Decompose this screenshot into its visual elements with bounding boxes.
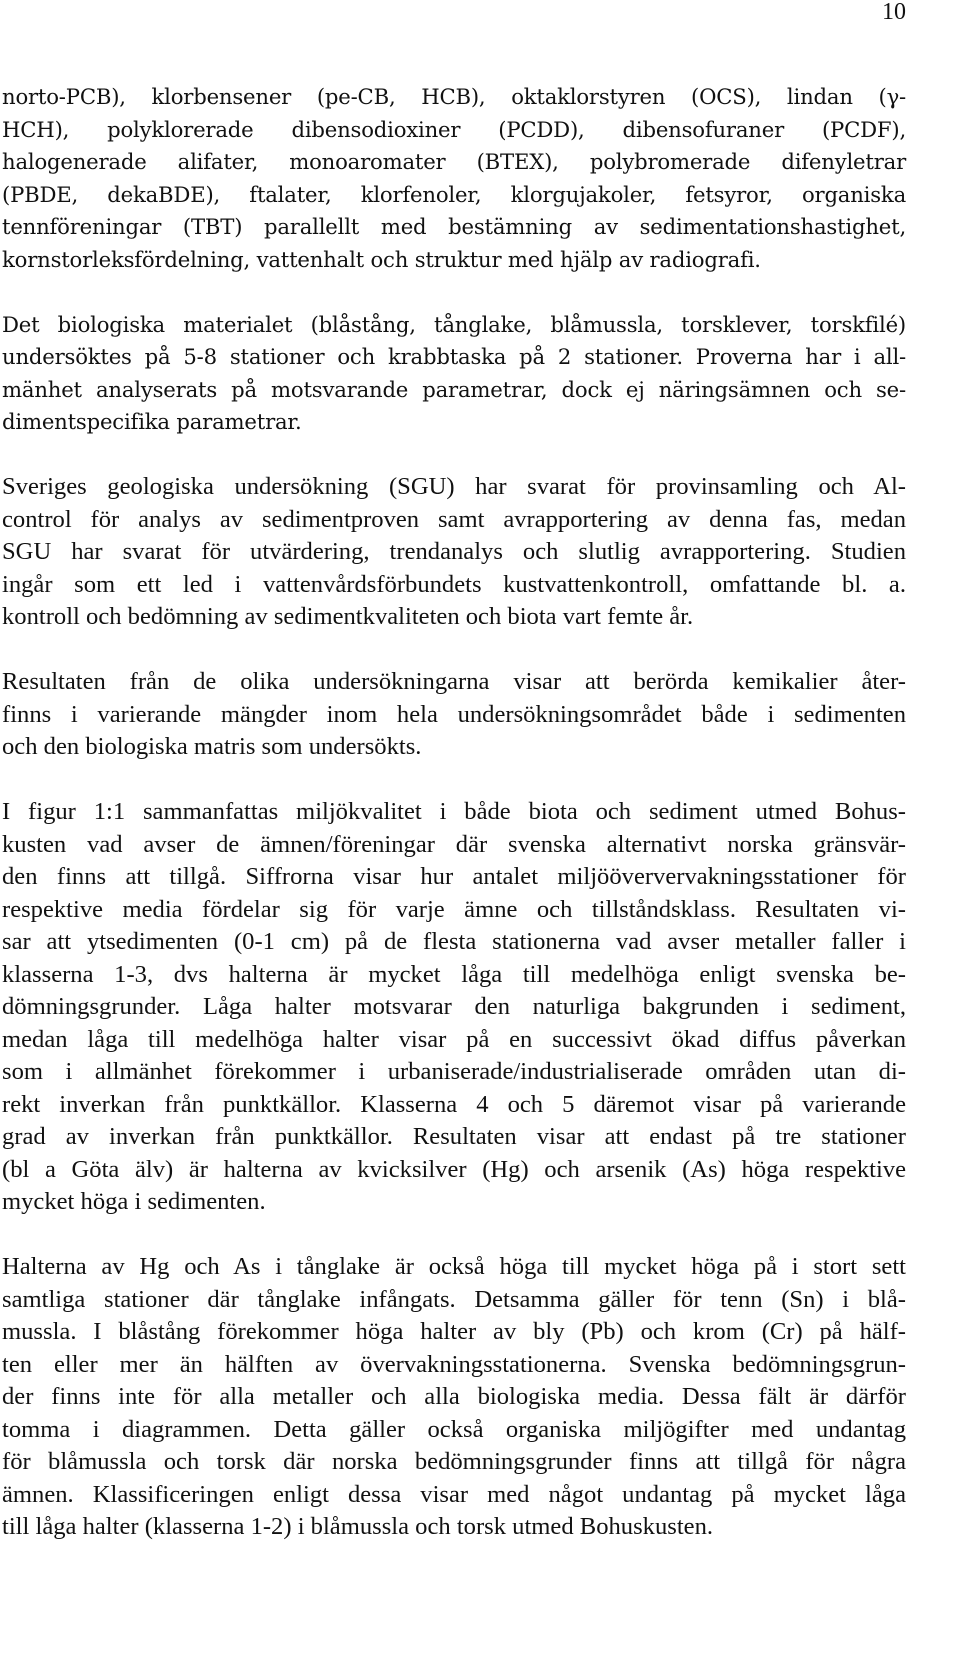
text-line: finns i varierande mängder inom hela undersökningsområdet både i sedimenten	[2, 700, 906, 728]
text-line: (bl a Göta älv) är halterna av kvicksilver (Hg) och arsenik (As) höga respektive	[2, 1155, 906, 1183]
text-line: mänhet analyserats på motsvarande parametrar, dock ej näringsämnen och se-	[2, 376, 906, 402]
text-line: Resultaten från de olika undersökningarna visar att berörda kemikalier åter-	[2, 668, 906, 695]
text-line: ingår som ett led i vattenvårdsförbundets kustvattenkontroll, omfattande bl. a.	[2, 570, 906, 598]
paragraph-biota-metals	[2, 1251, 906, 1544]
text-line: grad av inverkan från punktkällor. Resultaten visar att endast på tre stationer	[2, 1123, 906, 1150]
text-line: medan låga till medelhöga halter visar på en successivt ökad diffus påverkan	[2, 1025, 906, 1053]
text-line: ten eller mer än hälften av övervakningsstationerna. Svenska bedömningsgrun-	[2, 1350, 906, 1378]
text-line: den finns att tillgå. Siffrorna visar hur antalet miljööververvakningsstationer för	[2, 863, 906, 890]
text-line: respektive media fördelar sig för varje ämne och tillståndsklass. Resultaten vi-	[2, 895, 906, 923]
text-line: dömningsgrunder. Låga halter motsvarar den naturliga bakgrunden i sediment,	[2, 993, 906, 1020]
text-line: Det biologiska materialet (blåstång, tånglake, blåmussla, torsklever, torskfilé)	[2, 311, 906, 337]
text-line: för blåmussla och torsk där norska bedömningsgrunder finns att tillgå för några	[2, 1448, 906, 1475]
text-line: tennföreningar (TBT) parallellt med bestämning av sedimentationshastighet,	[2, 214, 906, 239]
text-line: sar att ytsedimenten (0-1 cm) på de flesta stationerna vad avser metaller faller i	[2, 928, 906, 955]
text-line: och den biologiska matris som undersökts.	[2, 733, 422, 760]
text-line: mussla. I blåstång förekommer höga halter av bly (Pb) och krom (Cr) på hälf-	[2, 1318, 906, 1345]
text-line: control för analys av sedimentproven samt avrapportering av denna fas, medan	[2, 505, 906, 533]
text-line: klasserna 1-3, dvs halterna är mycket låga till medelhöga enligt svenska be-	[2, 960, 906, 988]
text-line: mycket höga i sedimenten.	[2, 1188, 266, 1215]
text-line: som i allmänhet förekommer i urbaniserade/industrialiserade områden utan di-	[2, 1058, 906, 1085]
text-line: ämnen. Klassificeringen enligt dessa visar med något undantag på mycket låga	[2, 1480, 906, 1508]
text-line: till låga halter (klasserna 1-2) i blåmussla och torsk utmed Bohuskusten.	[2, 1513, 714, 1540]
text-line: kontroll och bedömning av sedimentkvaliteten och biota vart femte år.	[2, 603, 694, 630]
text-line: kornstorleksfördelning, vattenhalt och struktur med hjälp av radiografi.	[2, 246, 761, 272]
text-line: kusten vad avser de ämnen/föreningar där svenska alternativt norska gränsvär-	[2, 830, 906, 858]
text-line: (PBDE, dekaBDE), ftalater, klorfenoler, klorgujakoler, fetsyror, organiska	[2, 181, 906, 207]
paragraph-biological-material	[2, 309, 906, 439]
text-line: dimentspecifika parametrar.	[2, 409, 302, 434]
text-line: Sveriges geologiska undersökning (SGU) har svarat för provinsamling och Al-	[2, 473, 906, 500]
text-line: tomma i diagrammen. Detta gäller också organiska miljögifter med undantag	[2, 1415, 906, 1443]
text-line: SGU har svarat för utvärdering, trendanalys och slutlig avrapportering. Studien	[2, 538, 906, 565]
paragraph-sgu-responsibility	[2, 471, 906, 634]
page-number: 10	[882, 0, 906, 25]
text-line: undersöktes på 5-8 stationer och krabbtaska på 2 stationer. Proverna har i all-	[2, 344, 906, 369]
text-line: HCH), polyklorerade dibensodioxiner (PCDD), dibensofuraner (PCDF),	[2, 116, 906, 142]
text-line: rekt inverkan från punktkällor. Klasserna 4 och 5 däremot visar på varierande	[2, 1090, 906, 1118]
text-line: halogenerade alifater, monoaromater (BTEX), polybromerade difenyletrar	[2, 149, 906, 174]
text-line: norto-PCB), klorbensener (pe-CB, HCB), oktaklorstyren (OCS), lindan (γ-	[2, 84, 906, 109]
text-line: I figur 1:1 sammanfattas miljökvalitet i både biota och sediment utmed Bohus-	[2, 798, 906, 825]
paragraph-results-overview	[2, 666, 906, 764]
text-line: samtliga stationer där tånglake infångats. Detsamma gäller för tenn (Sn) i blå-	[2, 1285, 906, 1313]
page-body	[2, 81, 906, 1576]
paragraph-analysis-parameters	[2, 81, 906, 276]
text-line: der finns inte för alla metaller och alla biologiska media. Dessa fält är därför	[2, 1383, 906, 1410]
text-line: Halterna av Hg och As i tånglake är också höga till mycket höga på i stort sett	[2, 1253, 906, 1280]
paragraph-figure-summary	[2, 796, 906, 1219]
